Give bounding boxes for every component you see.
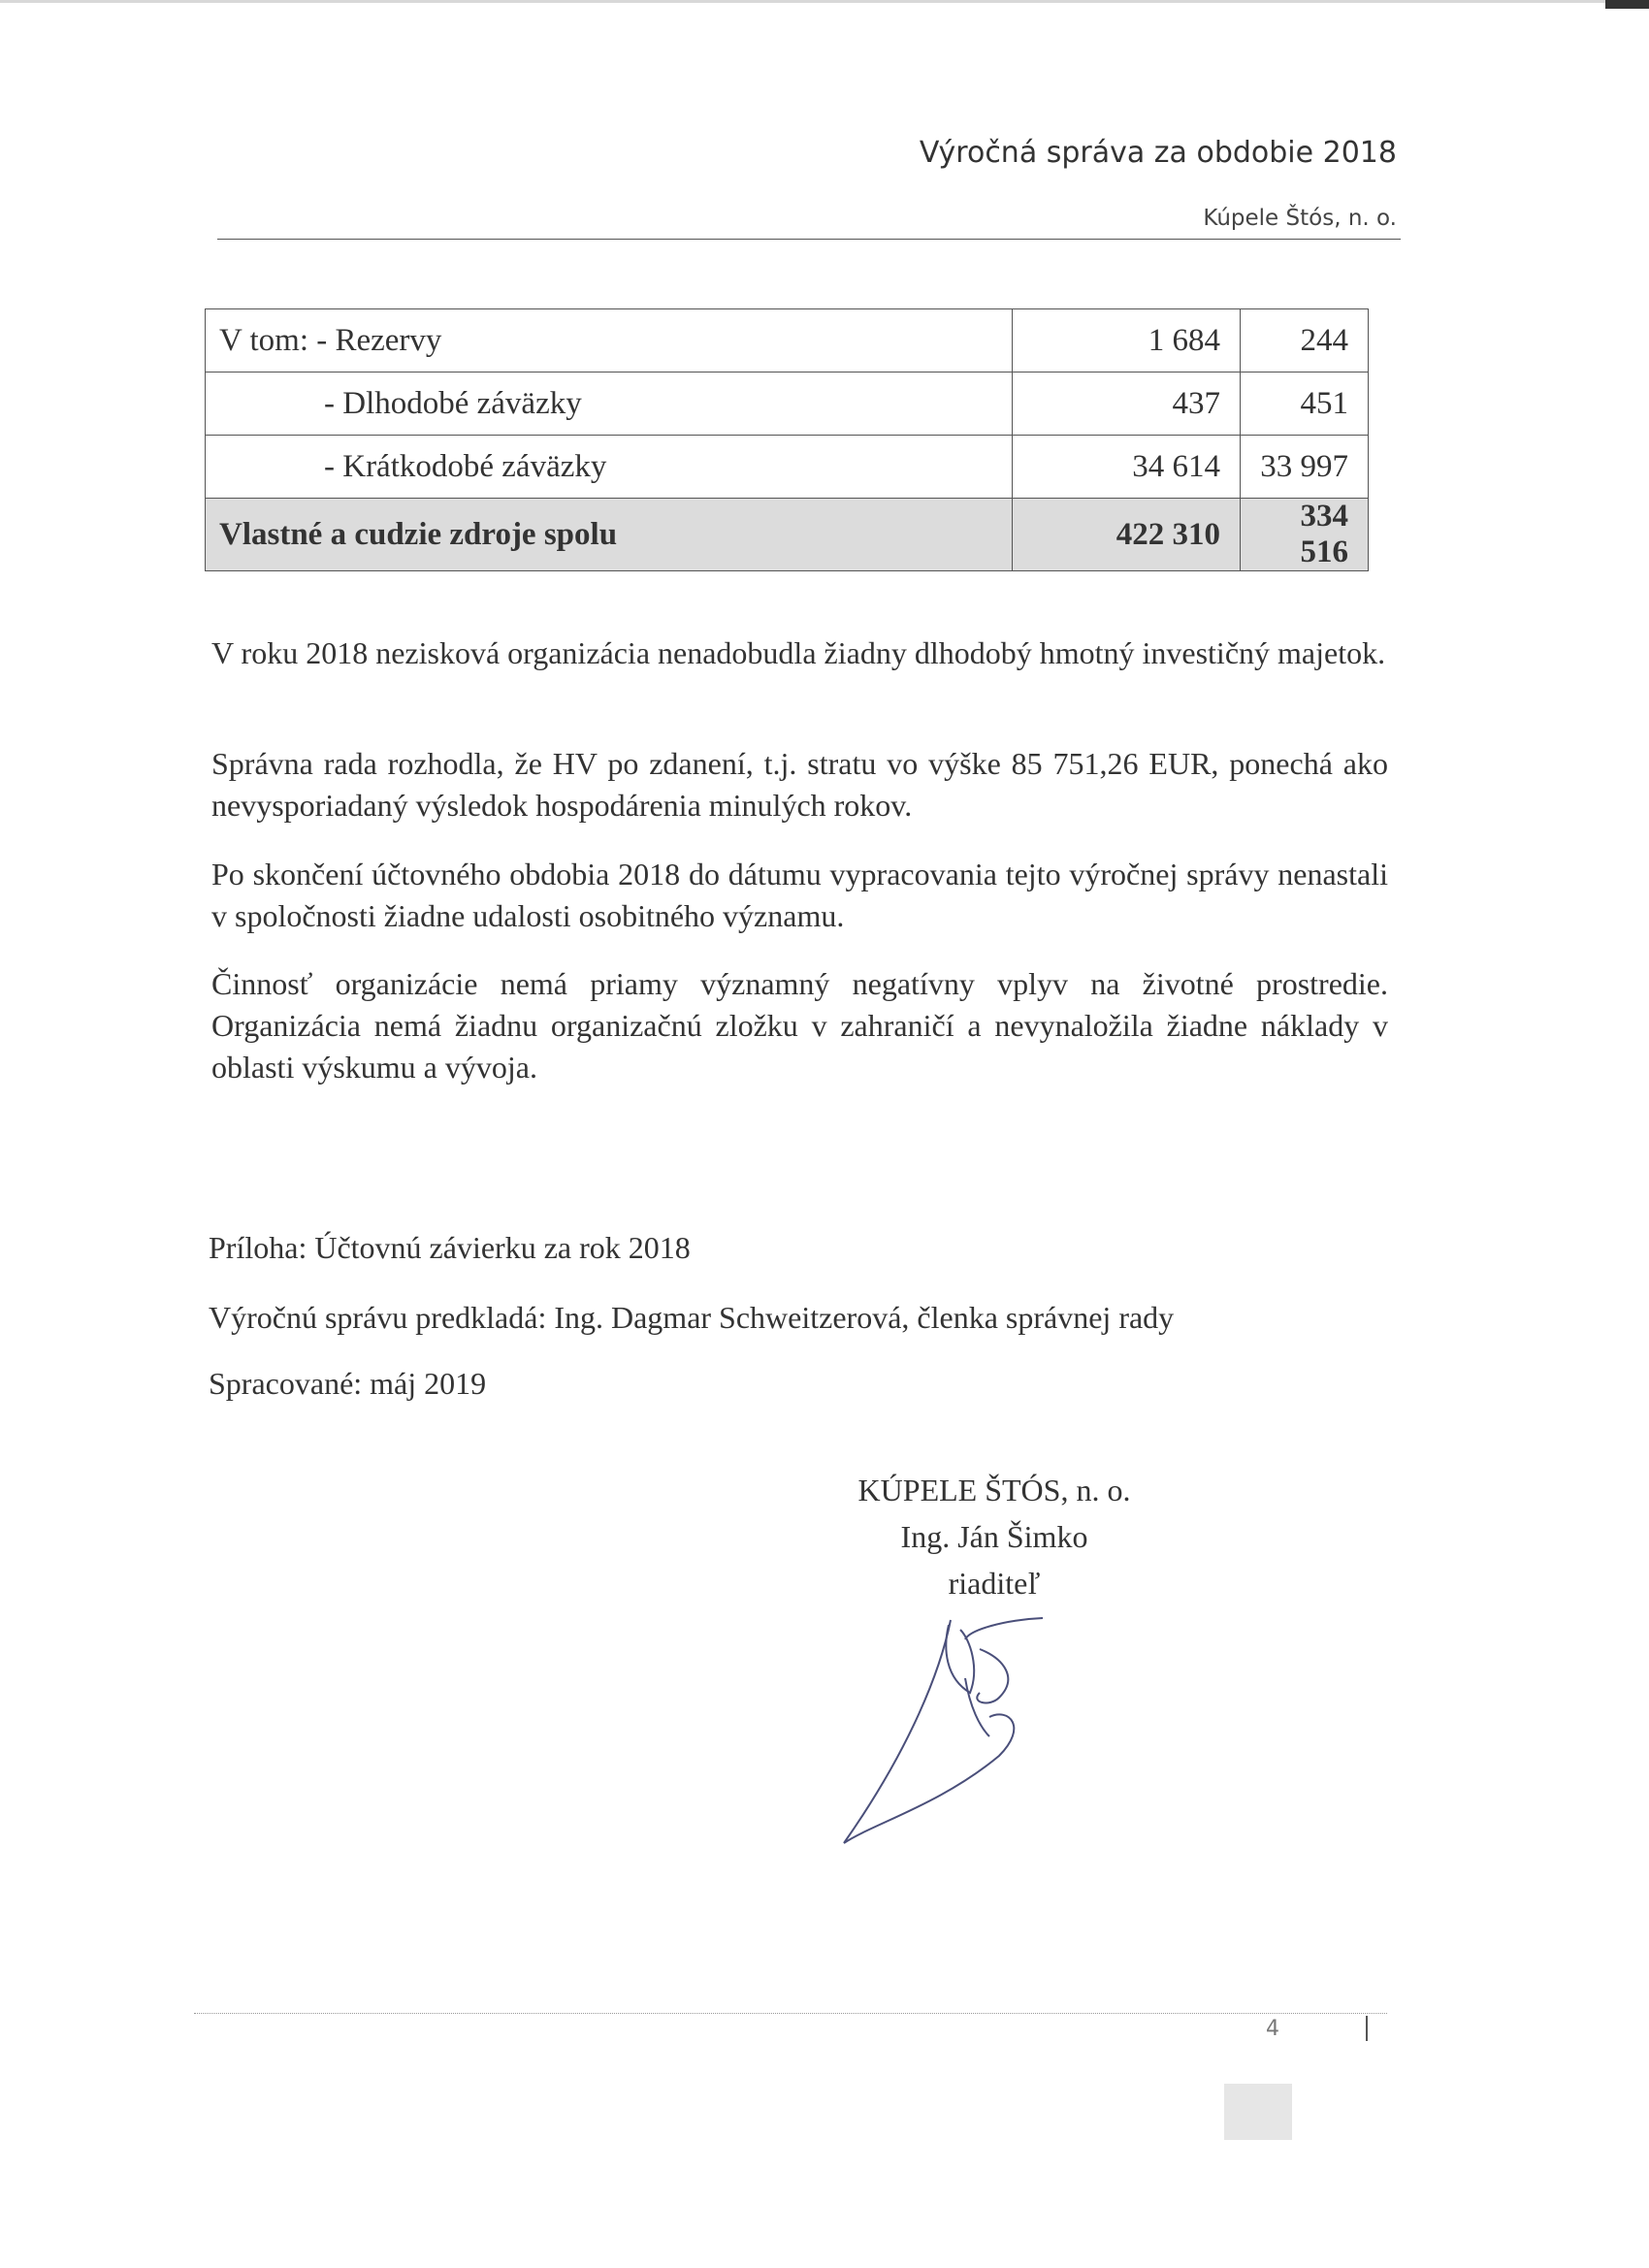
paragraph-environment: Činnosť organizácie nemá priamy významný negatívny vplyv na životné prostredie. Organizácia nemá žiadnu organizačnú zložku v zahraničí a nevynaložila žiadne náklady v oblasti výskumu a vývoja. [211, 966, 1388, 1085]
organization-name: Kúpele Štós, n. o. [1203, 206, 1397, 231]
paragraph-investments: V roku 2018 nezisková organizácia nenadobudla žiadny dlhodobý hmotný investičný majetok. [211, 635, 1386, 670]
balance-table [205, 308, 1369, 571]
row-label: V tom: - Rezervy [206, 309, 1013, 373]
footer-divider [194, 2013, 1387, 2014]
value-current: 437 [1013, 373, 1241, 436]
page-number: 4 [1266, 2017, 1279, 2041]
value-previous: 244 [1241, 309, 1369, 373]
table-row [206, 373, 1369, 436]
row-label: - Dlhodobé záväzky [206, 373, 1013, 436]
total-current: 422 310 [1013, 499, 1241, 571]
scan-edge-top [0, 0, 1649, 3]
table-row [206, 436, 1369, 499]
handwritten-signature [834, 1610, 1057, 1863]
paragraph-profit-loss: Správna rada rozhodla, že HV po zdanení, t.j. stratu vo výške 85 751,26 EUR, ponechá ako nevysporiadaný výsledok hospodárenia minulých rokov. [211, 746, 1388, 823]
table-row [206, 309, 1369, 373]
value-current: 34 614 [1013, 436, 1241, 499]
signatory-name: Ing. Ján Šimko [900, 1519, 1088, 1554]
row-label: - Krátkodobé záväzky [206, 436, 1013, 499]
appendix-line: Príloha: Účtovnú závierku za rok 2018 [209, 1230, 691, 1265]
page-number-bar [1366, 2016, 1368, 2041]
prepared-line: Spracované: máj 2019 [209, 1366, 487, 1401]
scan-artifact [1224, 2084, 1292, 2140]
table-total-row [206, 499, 1369, 571]
scan-edge-mark [1605, 0, 1649, 9]
value-current: 1 684 [1013, 309, 1241, 373]
paragraph-subsequent-events: Po skončení účtovného obdobia 2018 do dátumu vypracovania tejto výročnej správy nenastali v spoločnosti žiadne udalosti osobitného významu. [211, 857, 1388, 933]
total-previous: 334 516 [1241, 499, 1369, 571]
signatory-role: riaditeľ [948, 1566, 1041, 1601]
value-previous: 451 [1241, 373, 1369, 436]
presenter-line: Výročnú správu predkladá: Ing. Dagmar Schweitzerová, členka správnej rady [209, 1300, 1175, 1335]
report-title: Výročná správa za obdobie 2018 [919, 136, 1397, 170]
value-previous: 33 997 [1241, 436, 1369, 499]
header-divider [217, 239, 1401, 240]
total-label: Vlastné a cudzie zdroje spolu [206, 499, 1013, 571]
signatory-org: KÚPELE ŠTÓS, n. o. [857, 1473, 1131, 1507]
